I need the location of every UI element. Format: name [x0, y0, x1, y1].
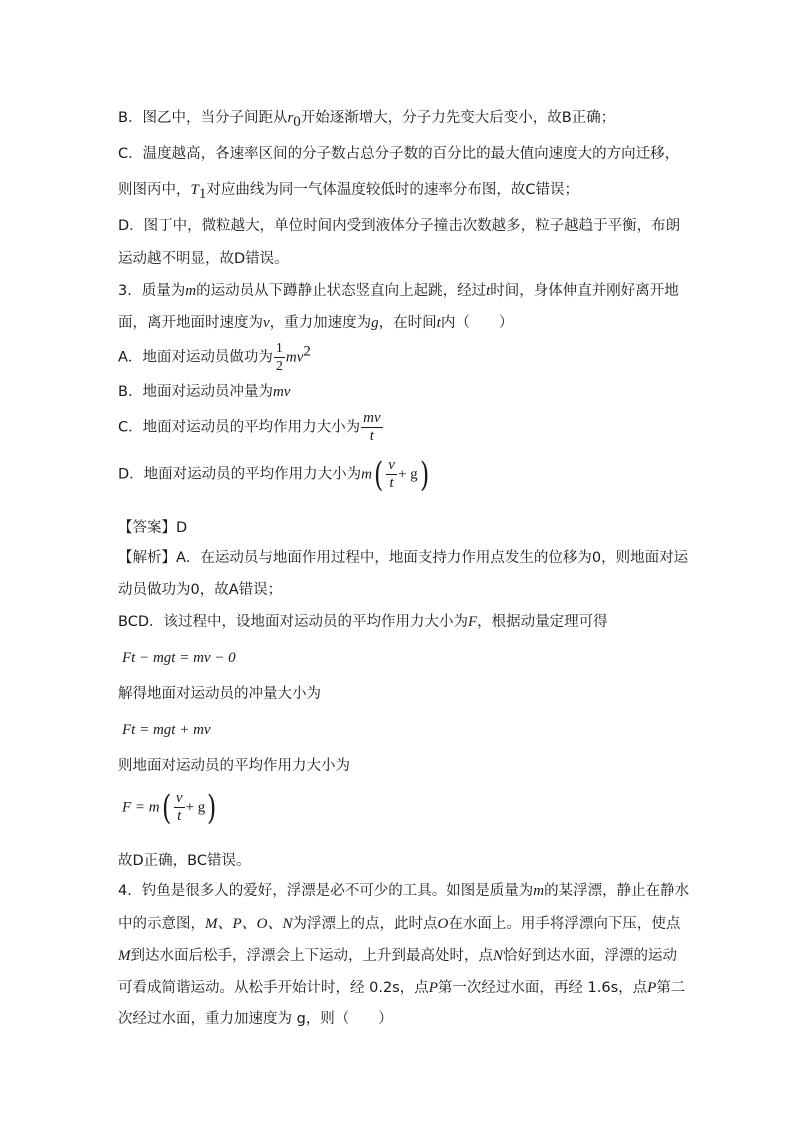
symbol-F: F — [467, 614, 478, 630]
text: ，在时间 — [378, 315, 437, 331]
text: 4．钓鱼是很多人的爱好，浮漂是必不可少的工具。如图是质量为 — [118, 883, 534, 899]
text: 的某浮漂，静止在静水 — [544, 883, 690, 899]
text: ，根据动量定理可得 — [477, 614, 608, 630]
symbol-v: v — [263, 315, 270, 331]
text: ，重力加速度为 — [269, 315, 372, 331]
symbol-m: m — [185, 283, 197, 299]
text: 面，离开地面时速度为 — [118, 315, 263, 331]
equation-momentum: Ft − mgt = mv − 0 — [122, 650, 236, 666]
numerator: mv — [363, 410, 381, 426]
symbol-g: g — [371, 315, 379, 331]
fraction — [386, 457, 397, 492]
symbol-T: T — [190, 182, 199, 198]
text: 为浮漂上的点，此时点 — [292, 916, 438, 932]
analysis-line2: 动员做功为0，故A错误； — [118, 582, 283, 598]
option-d-explanation-line1: D．图丁中，微粒越大，单位时间内受到液体分子撞击次数越多，粒子越趋于平衡，布朗 — [118, 218, 681, 234]
option-d — [118, 454, 431, 495]
fraction — [361, 410, 383, 445]
expression: mv — [285, 349, 304, 366]
analysis-conclusion: 故D正确，BC错误。 — [118, 853, 251, 869]
text: 内（ ） — [440, 315, 514, 331]
text: 可看成简谐运动。从松手开始计时，经 0.2s，点 — [118, 980, 429, 996]
fraction — [274, 340, 285, 375]
option-d-explanation-line2: 运动越不明显，故D错误。 — [118, 251, 289, 267]
option-b-explanation — [118, 108, 615, 128]
option-label: A．地面对运动员做功为 — [118, 349, 273, 366]
text: 时间，身体伸直并刚好离开地 — [490, 283, 679, 299]
answer-line: 【答案】D — [118, 520, 188, 536]
text: 到达水面后松手，浮漂会上下运动，上升到最高处时，点 — [130, 948, 493, 964]
text: B．图乙中，当分子间距从 — [118, 110, 288, 126]
denominator: t — [389, 475, 394, 491]
question-3-line1 — [118, 281, 679, 301]
points: M、P、O、N — [205, 916, 293, 932]
analysis-line1: 【解析】A．在运动员与地面作用过程中，地面支持力作用点发生的位移为0，则地面对运 — [118, 550, 689, 566]
text: 第二 — [656, 980, 686, 996]
plus-g: + g — [397, 466, 418, 483]
left-paren: ( — [161, 787, 171, 828]
symbol-P: P — [647, 980, 657, 996]
option-label: D．地面对运动员的平均作用力大小为 — [118, 466, 362, 483]
symbol-O: O — [437, 916, 449, 932]
left-paren: ( — [374, 454, 384, 495]
option-c-explanation-line1: C．温度越高，各速率区间的分子数占总分子数的百分比的最大值向速度大的方向迁移， — [118, 146, 680, 162]
text: BCD．该过程中，设地面对运动员的平均作用力大小为 — [118, 614, 468, 630]
option-label: B．地面对运动员冲量为 — [118, 384, 273, 400]
question-4-line5: 次经过水面，重力加速度为 g，则（ ） — [118, 1011, 393, 1027]
plus-g: + g — [185, 799, 206, 816]
denominator: t — [369, 428, 374, 444]
option-a — [118, 340, 311, 375]
text: 3．质量为 — [118, 283, 186, 299]
text: 第一次经过水面，再经 1.6s，点 — [437, 980, 648, 996]
option-c — [118, 410, 384, 445]
question-4-line3 — [118, 946, 677, 966]
symbol-t: t — [486, 283, 491, 299]
numerator: 1 — [275, 341, 283, 356]
equation-average-force — [122, 787, 219, 828]
denominator: t — [177, 808, 182, 824]
right-paren: ) — [207, 787, 217, 828]
analysis-line3 — [118, 612, 608, 632]
question-4-line1 — [118, 881, 689, 901]
text: 中的示意图， — [118, 916, 205, 932]
analysis-line4: 解得地面对运动员的冲量大小为 — [118, 686, 321, 702]
expression: mv — [272, 384, 291, 400]
symbol-r: r — [287, 110, 294, 126]
right-paren: ) — [419, 454, 429, 495]
text: 恰好到达水面，浮漂的运动 — [503, 948, 678, 964]
text: 开始逐渐增大，分子力先变大后变小，故B正确； — [300, 110, 616, 126]
subscript: 0 — [293, 113, 301, 130]
text: 则图丙中， — [118, 182, 191, 198]
text: 对应曲线为同一气体温度较低时的速率分布图，故C错误； — [206, 182, 579, 198]
symbol-P: P — [428, 980, 438, 996]
subscript: 1 — [198, 185, 207, 202]
question-4-line2 — [118, 914, 680, 934]
lhs: F = m — [122, 799, 160, 816]
option-label: C．地面对运动员的平均作用力大小为 — [118, 419, 361, 436]
symbol-t: t — [436, 315, 441, 331]
equation-impulse: Ft = mgt + mv — [122, 722, 211, 738]
superscript: 2 — [303, 343, 311, 360]
denominator: 2 — [275, 359, 283, 374]
analysis-line5: 则地面对运动员的平均作用力大小为 — [118, 758, 350, 774]
text: 在水面上。用手将浮漂向下压，使点 — [448, 916, 681, 932]
symbol-N: N — [493, 948, 504, 964]
question-4-line4 — [118, 978, 685, 998]
fraction — [174, 790, 185, 825]
question-3-line2 — [118, 313, 513, 333]
symbol-m: m — [361, 466, 373, 483]
option-b — [118, 382, 290, 402]
numerator: v — [175, 790, 183, 806]
option-c-explanation-line2 — [118, 180, 579, 200]
symbol-M: M — [118, 948, 131, 964]
numerator: v — [388, 457, 395, 473]
symbol-m: m — [533, 883, 545, 899]
text: 的运动员从下蹲静止状态竖直向上起跳，经过 — [196, 283, 487, 299]
